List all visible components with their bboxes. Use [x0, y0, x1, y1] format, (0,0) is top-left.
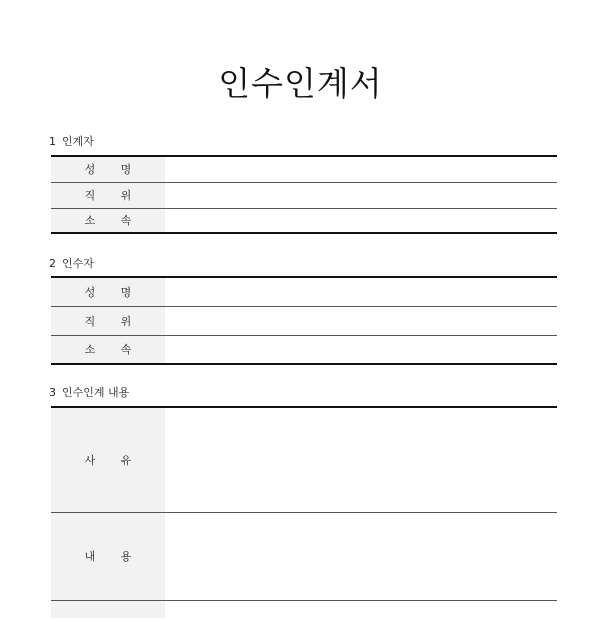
- handover-reason-field[interactable]: [165, 407, 557, 512]
- receiver-position-label: 직 위: [51, 306, 165, 335]
- section-3-heading: [49, 384, 129, 400]
- section-1-title: 인계자: [62, 135, 94, 148]
- document-title: 인수인계서: [218, 64, 383, 103]
- giver-name-field[interactable]: [165, 156, 557, 182]
- handover-details-row: [51, 512, 557, 600]
- section-2-title: 인수자: [62, 257, 94, 270]
- section-3-number: 3: [49, 386, 56, 399]
- receiver-department-field[interactable]: [165, 335, 557, 364]
- section-2-heading: [49, 255, 94, 271]
- section-1-heading: [49, 133, 94, 149]
- handover-details-label: 내 용: [51, 512, 165, 600]
- receiver-department-row: [51, 335, 557, 364]
- handover-next-row-label-cell: [51, 601, 165, 618]
- section-1-number: 1: [49, 135, 56, 148]
- receiver-info-table: [51, 276, 557, 365]
- giver-name-label: 성 명: [51, 156, 165, 182]
- giver-position-row: [51, 182, 557, 208]
- giver-name-row: [51, 156, 557, 182]
- receiver-name-row: [51, 277, 557, 306]
- receiver-name-label: 성 명: [51, 277, 165, 306]
- giver-position-field[interactable]: [165, 182, 557, 208]
- receiver-department-label: 소 속: [51, 335, 165, 364]
- section-2-number: 2: [49, 257, 56, 270]
- handover-reason-label: 사 유: [51, 407, 165, 512]
- handover-content-table: [51, 406, 557, 601]
- section-3-title: 인수인계 내용: [62, 386, 130, 399]
- receiver-position-field[interactable]: [165, 306, 557, 335]
- giver-position-label: 직 위: [51, 182, 165, 208]
- giver-department-label: 소 속: [51, 208, 165, 233]
- giver-info-table: [51, 155, 557, 234]
- handover-details-field[interactable]: [165, 512, 557, 600]
- giver-department-row: [51, 208, 557, 233]
- receiver-position-row: [51, 306, 557, 335]
- handover-reason-row: [51, 407, 557, 512]
- receiver-name-field[interactable]: [165, 277, 557, 306]
- giver-department-field[interactable]: [165, 208, 557, 233]
